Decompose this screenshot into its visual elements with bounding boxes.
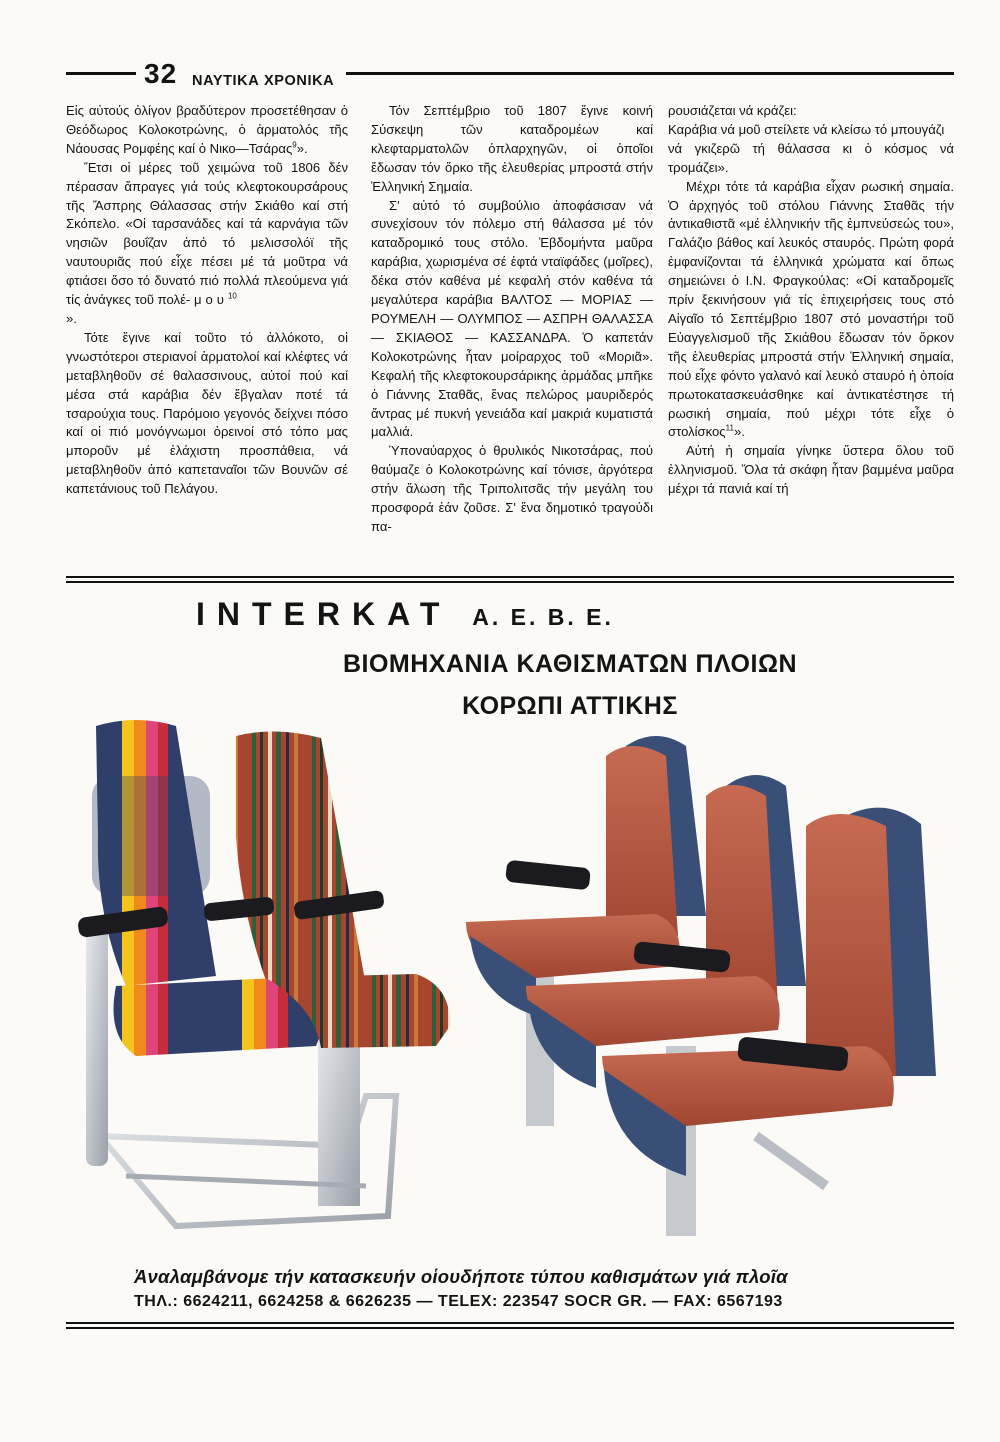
- ad-top-rule: [66, 581, 954, 583]
- footnote-ref: 11: [725, 424, 734, 434]
- ship-seats-photo: [66, 716, 954, 1246]
- page-header: [66, 58, 954, 98]
- article-column-1: [66, 102, 348, 499]
- ad-location: ΚΟΡΩΠΙ ΑΤΤΙΚΗΣ: [462, 692, 678, 720]
- ad-brand: INTERKAT Α. Ε. Β. Ε.: [196, 596, 614, 632]
- paragraph: Σ' αὐτό τό συμβούλιο ἀποφάσισαν νά συνεχίσουν τόν πόλεμο στή θάλασσα μέ τόν καταδρομικό τους στόλο. Ἑβδομήντα μαῦρα καράβια, χωρισμένα σέ ἑφτά νταϊφάδες (μοῖρες), δέκα στόν καθένα μέ κεφαλή στόν καθένα τά μεγαλύτερα καράβια ΒΑΛΤΟΣ — ΜΟΡΙΑΣ — ΡΟΥΜΕΛΗ — ΟΛΥΜΠΟΣ — ΑΣΠΡΗ ΘΑΛΑΣΣΑ — ΣΚΙΑΘΟΣ — ΚΑΣΣΑΝΔΡΑ. Ὁ καπετάν Κολοκοτρώνης ἦταν μοίραρχος τοῦ «Μοριᾶ». Κεφαλή τῆς κλεφτοκουρσάρικης ἀρμάδας μπῆκε ὁ Γιάννης Σταθᾶς, ἕνας πελώρος μαυριδερός ἄντρας μέ πυκνή γενειάδα καί μακριά κυματιστά μαλλιά.: [371, 197, 653, 440]
- ad-bottom-rule: [66, 1322, 954, 1324]
- paragraph: Ὑποναύαρχος ὁ θρυλικός Νικοτσάρας, πού θαύμαζε ὁ Κολοκοτρώνης καί τόνισε, ἀργότερα στήν ἅλωση τῆς Τριπολιτσᾶς τήν μεγάλη του προσφορά ἐάν ζοῦσε. Σ' ἕνα δημοτικό τραγούδι πα-: [371, 443, 653, 534]
- paragraph: Εἰς αὐτούς ὀλίγον βραδύτερον προσετέθησαν ὁ Θεόδωρος Κολοκοτρώνης, ὁ ἁρματολός τῆς Νάουσας Ρομφέης καί ὁ Νικο—Τσάρας$^9$».: [66, 103, 348, 156]
- leather-seat-row: [466, 736, 936, 1236]
- article-column-3: [668, 102, 954, 499]
- page-number: 32: [144, 58, 178, 89]
- article-column-2: [371, 102, 653, 537]
- ad-bottom-rule: [66, 1327, 954, 1329]
- verse-line: Καράβια νά μοῦ στείλετε νά κλείσω τό μπουγάζι: [668, 121, 945, 137]
- header-rule-right: [346, 72, 954, 75]
- ad-slogan: Ἀναλαμβάνομε τήν κατασκευήν οἱουδήποτε τύπου καθισμάτων γιά πλοῖα: [134, 1266, 788, 1287]
- ad-top-rule: [66, 576, 954, 578]
- ad-contacts: ΤΗΛ.: 6624211, 6624258 & 6626235 — TELEX: 223547 SOCR GR. — FAX: 6567193: [134, 1293, 783, 1310]
- ad-tagline: ΒΙΟΜΗΧΑΝΙΑ ΚΑΘΙΣΜΑΤΩΝ ΠΛΟΙΩΝ: [342, 650, 798, 678]
- footnote-ref: 9: [292, 140, 297, 150]
- ad-brand-suffix: Α. Ε. Β. Ε.: [472, 604, 614, 630]
- paragraph: Ἔτσι οἱ μέρες τοῦ χειμώνα τοῦ 1806 δέν πέρασαν ἄπραγες γιά τούς κλεφτοκουρσάρους τῆς Ἄσπρης Θάλασσας στήν Σκιάθο καί στή Σκόπελο. «Οἱ ταρσανάδες καί τά καρνάγια τῶν νησιῶν βουΐζαν ἀπό τό μελισσολόϊ τῆς ναυτουριᾶς πού εἶχε πέσει μέ τά μοῦτρα νά φτιάσει ὅσο τό δυνατό πιό πολλά πλεούμενα γιά τίς ἀνάγκες τοῦ πολέ- μου$^{10}$ ».: [66, 159, 348, 326]
- magazine-title: ΝΑΥΤΙΚΑ ΧΡΟΝΙΚΑ: [192, 73, 335, 89]
- fabric-seat-pair: [77, 720, 450, 1226]
- paragraph: ρουσιάζεται νά κράζει:: [668, 103, 797, 118]
- article-body: [66, 102, 954, 548]
- header-rule-left: [66, 72, 136, 75]
- paragraph: Τότε ἔγινε καί τοῦτο τό ἀλλόκοτο, οἱ γνωστότεροι στεριανοί ἁρματολοί καί κλέφτες νά μεταβληθοῦν σέ θαλασσινους, αὐτοί πού καί μέσα στά καράβια δέν ἔβγαλαν ποτέ τά τσαρούχια τους. Παρόμοιο γεγονός δείχνει πόσο καί οἱ πιό μονόγνωμοι ὀρεινοί στό τόπο μας μποροῦν μέ ἐλάχιστη προσπάθεια, νά μεταβληθοῦν ἀπό καπεταναῖοι τῶν Βουνῶν σέ καπετάνιους τοῦ Πελάγου.: [66, 329, 348, 497]
- paragraph: Τόν Σεπτέμβριο τοῦ 1807 ἔγινε κοινή Σύσκεψη τῶν καταδρομέων καί κλεφταρματολῶν ὁπλαρχηγῶν, οἱ ὁποῖοι ἔδωσαν τόν ὅρκο τῆς ἐλευθερίας μπροστά στήν Ἑλληνική Σημαία.: [371, 103, 653, 194]
- paragraph: Μέχρι τότε τά καράβια εἶχαν ρωσική σημαία. Ὁ ἀρχηγός τοῦ στόλου Γιάννης Σταθᾶς τήν ἀντικαθιστᾶ «μέ ἑλληνικήν τῆς ἐμπνεύσεώς του», Γαλάζιο βάθος καί λευκός σταυρός. Πρώτη φορά ἐμφανίζονται τά ἑλληνικά χρώματα καί ὅπως σημειώνει ὁ Ι.Ν. Φραγκούλας: «Οἱ καταδρομεῖς πρίν ξεκινήσουν γιά τίς ἐπιχειρήσεις τους στό Αἰγαῖο τό Σεπτέμβριο 1807 στό μοναστήρι τοῦ Εὐαγγελισμοῦ τῆς Σκιάθου ἔδωσαν τόν ὅρκον τῆς ἐλευθερίας μπροστά στήν Ἑλληνική σημαία, πού εἶχε φόντο γαλανό καί λευκό σταυρό ἡ ὁποία πρωτοκατασκευάσθηκε καί ἀντικατέστησε τή ρωσική σημαία, πού μέχρι τότε εἶχε ὁ στολίσκος$^{11}$».: [668, 178, 954, 440]
- paragraph: Αὐτή ἡ σημαία γίνηκε ὕστερα ὅλου τοῦ ἑλληνισμοῦ. Ὅλα τά σκάφη ἦταν βαμμένα μαῦρα μέχρι τά πανιά καί τή: [668, 443, 954, 497]
- verse-line: νά γκιζερῶ τή θάλασσα κι ὁ κόσμος νά τρομάζει».: [668, 140, 954, 175]
- footnote-ref: 10: [227, 291, 237, 301]
